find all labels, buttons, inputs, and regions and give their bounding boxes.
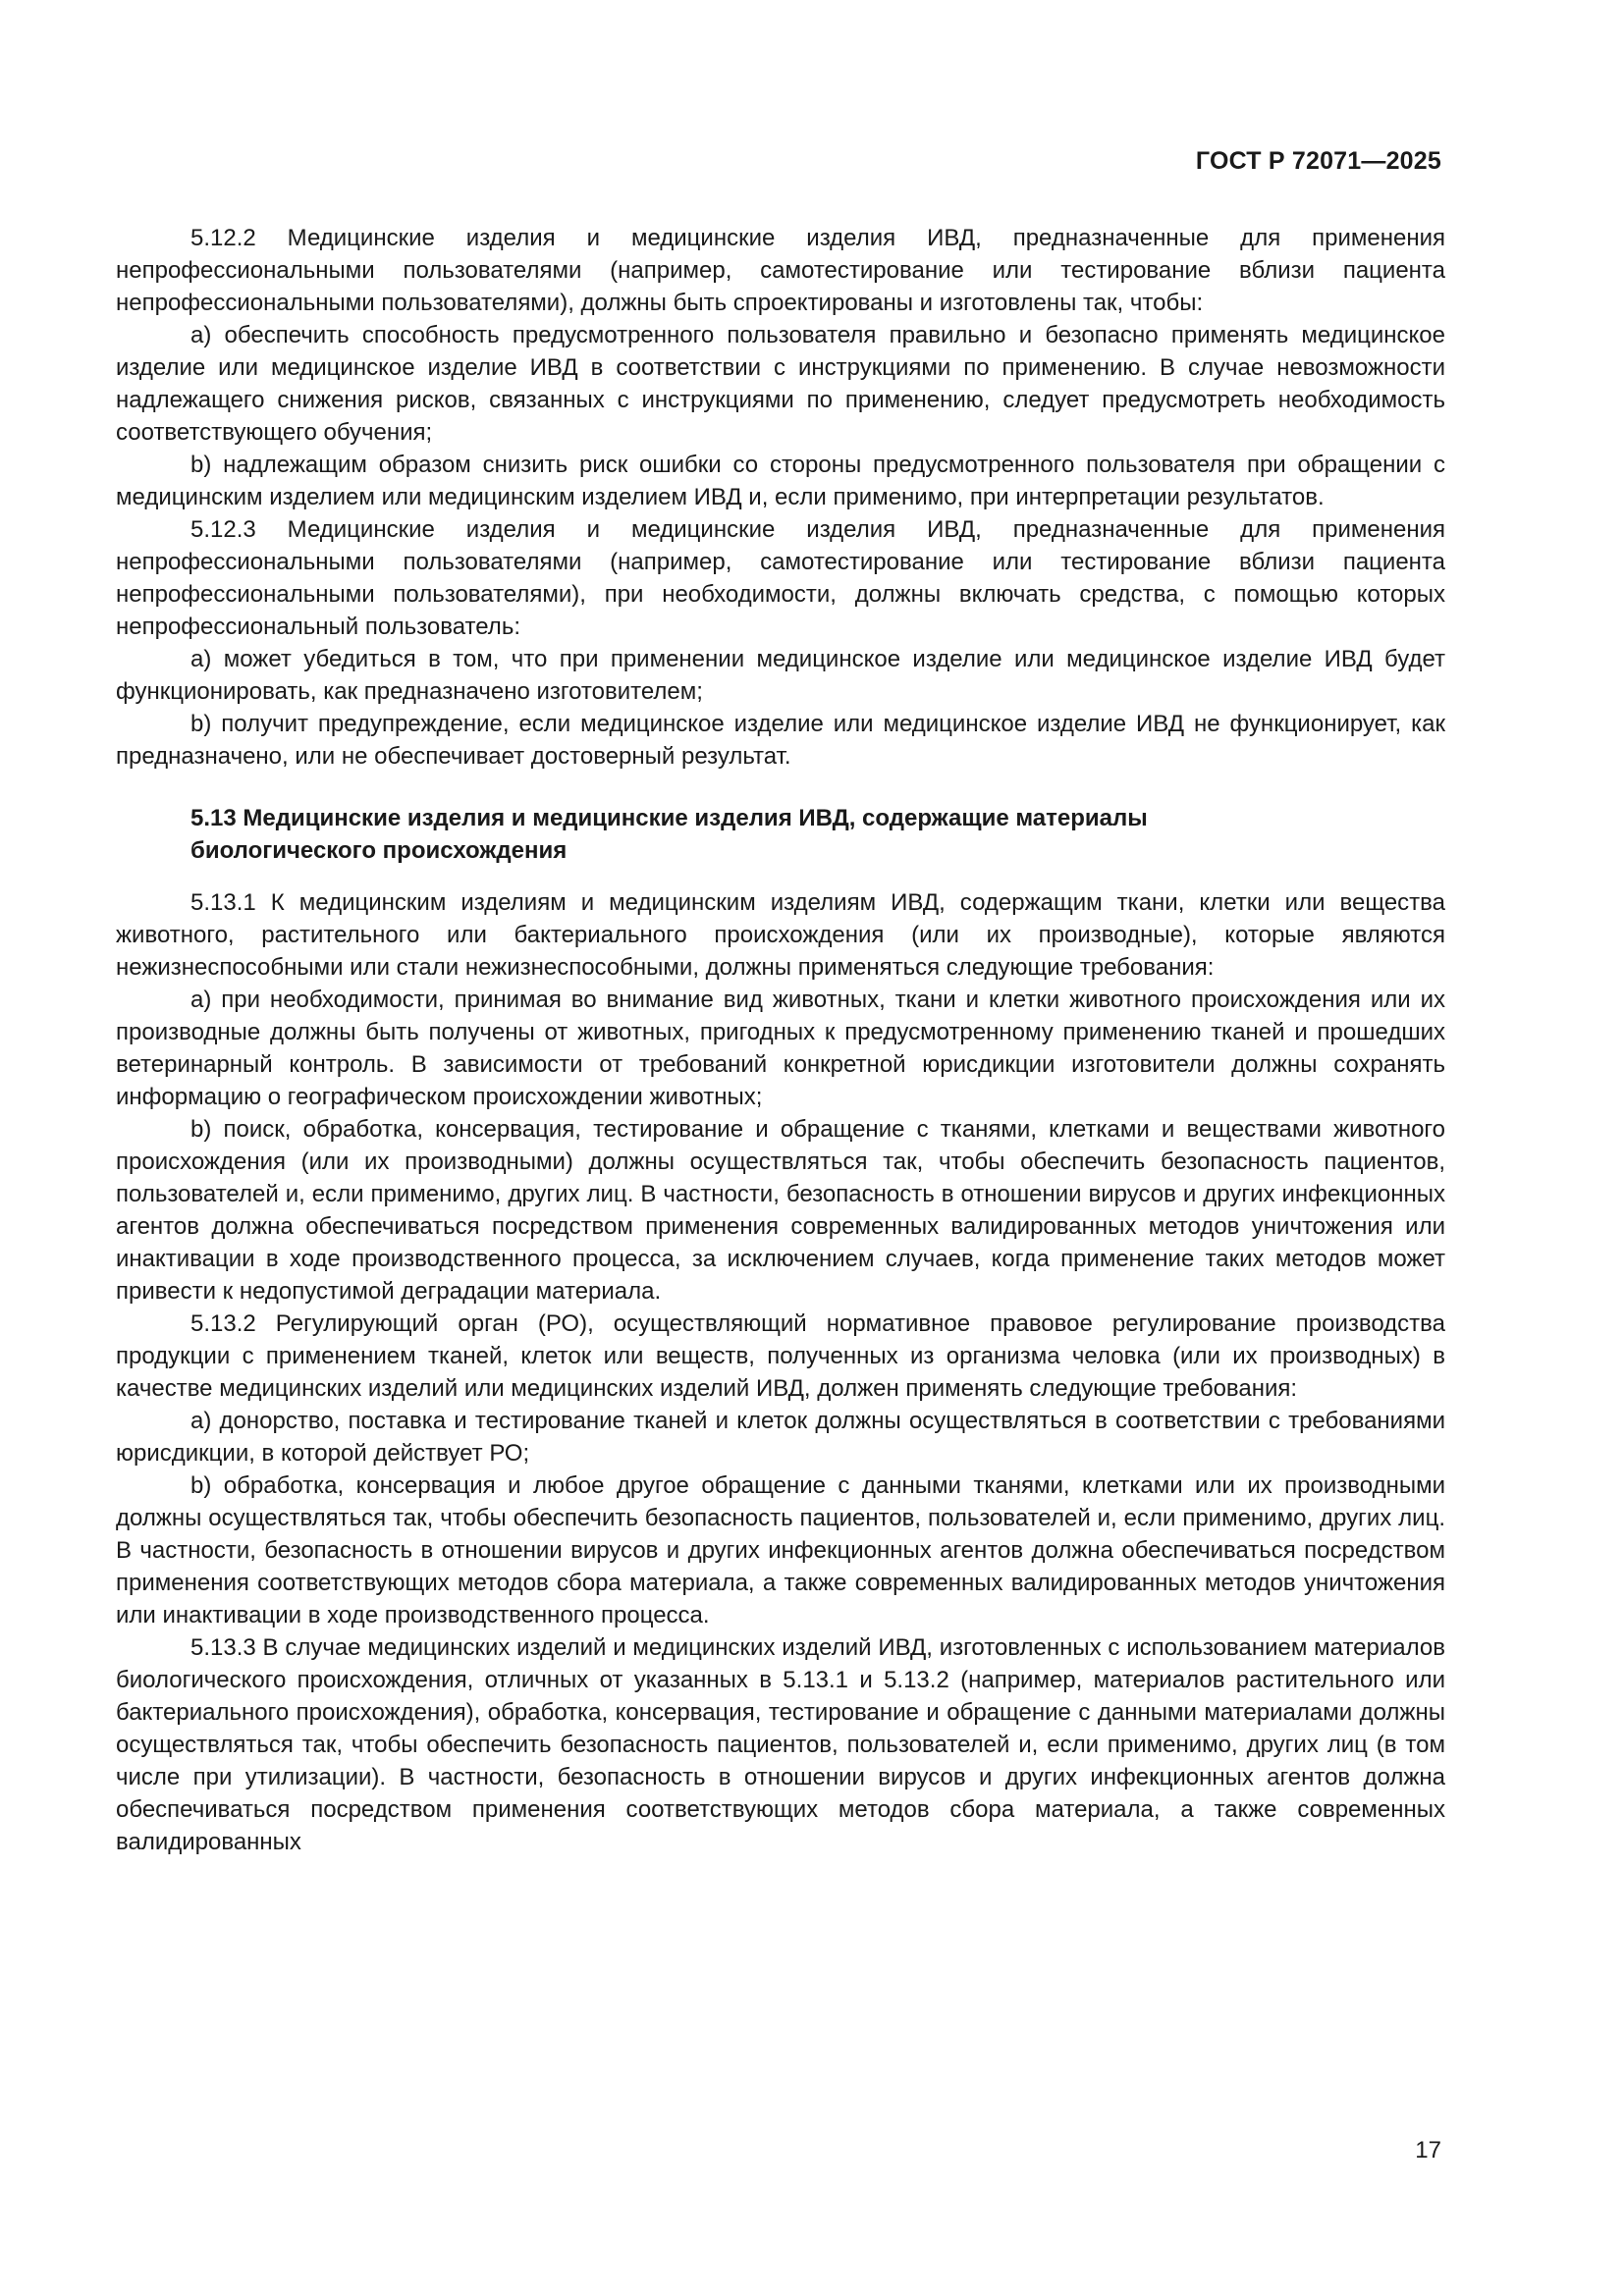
clause-5-12-3-item-a: а) может убедиться в том, что при применении медицинское изделие или медицинское изделие ИВД будет функционировать, как предназначено изготовителем; xyxy=(116,646,1445,705)
document-body xyxy=(116,222,1445,1858)
document-code-header: ГОСТ Р 72071—2025 xyxy=(1195,147,1441,175)
clause-5-13-1-item-b: b) поиск, обработка, консервация, тестирование и обращение с тканями, клетками и веществами животного происхождения (или их производными) должны осуществляться так, чтобы обеспечить безопасность пациентов, пользователей и, если применимо, других лиц. В частности, безопасность в отношении вирусов и других инфекционных агентов должна обеспечиваться посредством применения современных валидированных методов уничтожения или инактивации в ходе производственного процесса, за исключением случаев, когда применение таких методов может привести к недопустимой деградации материала. xyxy=(116,1116,1445,1305)
clause-5-13-1-item-a: а) при необходимости, принимая во внимание вид животных, ткани и клетки животного происхождения или их производные должны быть получены от животных, пригодных к предусмотренному применению тканей и прошедших ветеринарный контроль. В зависимости от требований конкретной юрисдикции изготовители должны сохранять информацию о географическом происхождении животных; xyxy=(116,987,1445,1110)
page-number: 17 xyxy=(1415,2137,1441,2163)
clause-5-13-2-item-b: b) обработка, консервация и любое другое обращение с данными тканями, клетками или их производными должны осуществляться так, чтобы обеспечить безопасность пациентов, пользователей и, если применимо, других лиц. В частности, безопасность в отношении вирусов и других инфекционных агентов должна обеспечиваться посредством применения соответствующих методов сбора материала, а также современных валидированных методов уничтожения или инактивации в ходе производственного процесса. xyxy=(116,1472,1445,1629)
section-heading-line-2: биологического происхождения xyxy=(190,837,568,864)
clause-5-13-3: 5.13.3 В случае медицинских изделий и медицинских изделий ИВД, изготовленных с использованием материалов биологического происхождения, отличных от указанных в 5.13.1 и 5.13.2 (например, материалов растительного или бактериального происхождения), обработка, консервация, тестирование и обращение с данными материалами должны осуществляться так, чтобы обеспечить безопасность пациентов, пользователей и, если применимо, других лиц (в том числе при утилизации). В частности, безопасность в отношении вирусов и других инфекционных агентов должна обеспечиваться посредством применения соответствующих методов сбора материала, а также современных валидированных xyxy=(116,1634,1445,1855)
clause-5-12-2: 5.12.2 Медицинские изделия и медицинские изделия ИВД, предназначенные для применения непрофессиональными пользователями (например, самотестирование или тестирование вблизи пациента непрофессиональными пользователями), должны быть спроектированы и изготовлены так, чтобы: xyxy=(116,225,1445,316)
clause-5-13-1: 5.13.1 К медицинским изделиям и медицинским изделиям ИВД, содержащим ткани, клетки или вещества животного, растительного или бактериального происхождения (или их производные), которые являются нежизнеспособными или стали нежизнеспособными, должны применяться следующие требования: xyxy=(116,889,1445,981)
clause-5-13-2: 5.13.2 Регулирующий орган (РО), осуществляющий нормативное правовое регулирование производства продукции с применением тканей, клеток или веществ, полученных из организма человка (или их производных) в качестве медицинских изделий или медицинских изделий ИВД, должен применять следующие требования: xyxy=(116,1310,1445,1402)
clause-5-12-3: 5.12.3 Медицинские изделия и медицинские изделия ИВД, предназначенные для применения непрофессиональными пользователями (например, самотестирование или тестирование вблизи пациента непрофессиональными пользователями), при необходимости, должны включать средства, с помощью которых непрофессиональный пользователь: xyxy=(116,516,1445,640)
section-heading-5-13 xyxy=(116,802,1445,867)
clause-5-12-2-item-b: b) надлежащим образом снизить риск ошибки со стороны предусмотренного пользователя при обращении с медицинским изделием или медицинским изделием ИВД и, если применимо, при интерпретации результатов. xyxy=(116,452,1445,510)
section-heading-line-1: 5.13 Медицинские изделия и медицинские изделия ИВД, содержащие материалы xyxy=(190,805,1148,831)
clause-5-12-3-item-b: b) получит предупреждение, если медицинское изделие или медицинское изделие ИВД не функционирует, как предназначено, или не обеспечивает достоверный результат. xyxy=(116,711,1445,770)
clause-5-13-2-item-a: а) донорство, поставка и тестирование тканей и клеток должны осуществляться в соответствии с требованиями юрисдикции, в которой действует РО; xyxy=(116,1408,1445,1467)
clause-5-12-2-item-a: а) обеспечить способность предусмотренного пользователя правильно и безопасно применять медицинское изделие или медицинское изделие ИВД в соответствии с инструкциями по применению. В случае невозможности надлежащего снижения рисков, связанных с инструкциями по применению, следует предусмотреть необходимость соответствующего обучения; xyxy=(116,322,1445,446)
